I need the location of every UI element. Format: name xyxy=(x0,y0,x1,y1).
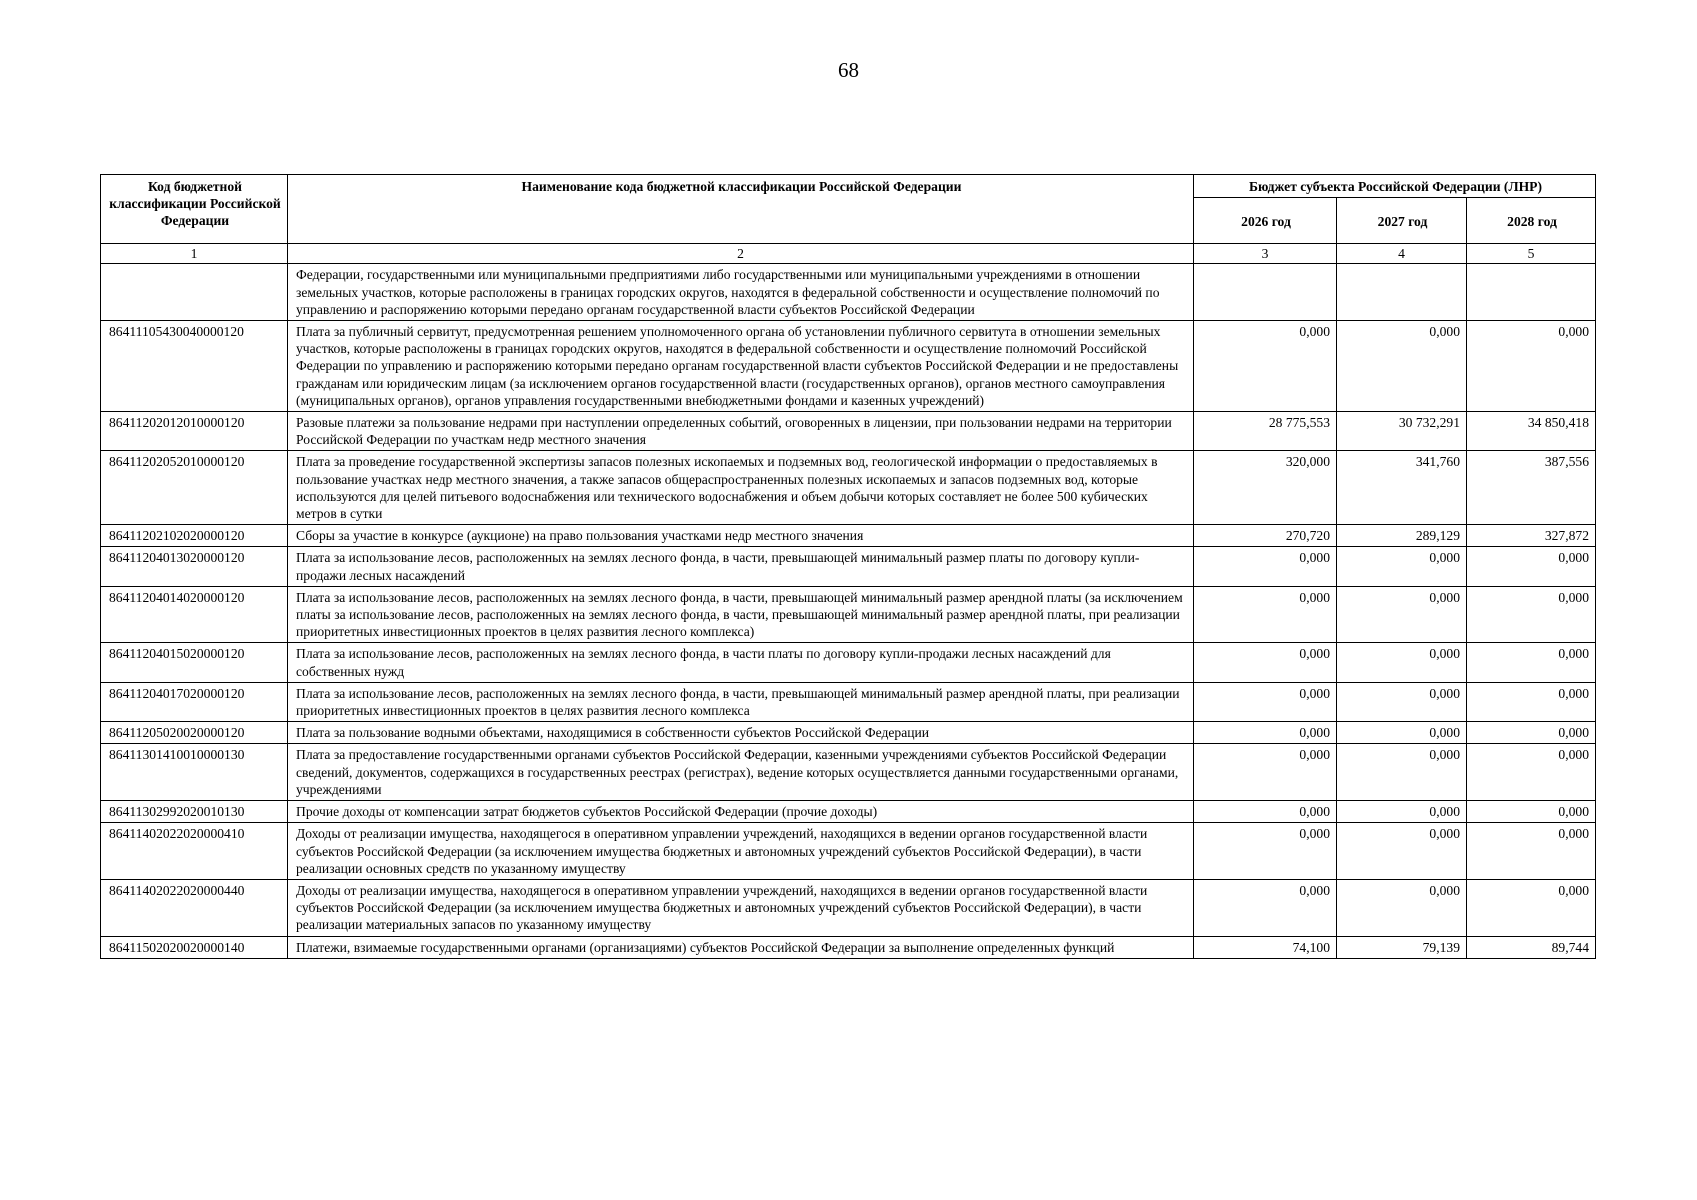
table-row xyxy=(101,936,1596,958)
budget-code-name: Разовые платежи за пользование недрами при наступлении определенных событий, оговоренных в лицензии, при пользовании недрами на территории Российской Федерации по участкам недр местного значения xyxy=(288,412,1194,451)
value-2028: 327,872 xyxy=(1467,525,1596,547)
value-2028: 0,000 xyxy=(1467,823,1596,880)
table-row xyxy=(101,321,1596,412)
value-2027: 0,000 xyxy=(1337,547,1467,586)
header-budget: Бюджет субъекта Российской Федерации (ЛНР) xyxy=(1194,175,1596,198)
value-2028: 0,000 xyxy=(1467,722,1596,744)
value-2027: 0,000 xyxy=(1337,682,1467,721)
value-2027: 0,000 xyxy=(1337,643,1467,682)
budget-code-name: Доходы от реализации имущества, находящегося в оперативном управлении учреждений, находящихся в ведении органов государственной власти субъектов Российской Федерации (за исключением имущества бюджетных и автономных учреждений субъектов Российской Федерации), в части реализации основных средств по указанному имуществу xyxy=(288,823,1194,880)
budget-code: 86411402022020000410 xyxy=(101,823,288,880)
budget-code: 86411204017020000120 xyxy=(101,682,288,721)
budget-code: 86411301410010000130 xyxy=(101,744,288,801)
table-row xyxy=(101,586,1596,643)
budget-code-name: Федерации, государственными или муниципальными предприятиями либо государственными или муниципальными учреждениями в отношении земельных участков, которые расположены в границах городских округов, находятся в федеральной собственности и осуществление полномочий по управлению и распоряжению которыми передано органам государственной власти субъектов Российской Федерации xyxy=(288,264,1194,321)
budget-code-name: Плата за использование лесов, расположенных на землях лесного фонда, в части, превышающей минимальный размер арендной платы, при реализации приоритетных инвестиционных проектов в целях развития лесного комплекса xyxy=(288,682,1194,721)
value-2026: 0,000 xyxy=(1194,823,1337,880)
budget-code-name: Плата за публичный сервитут, предусмотренная решением уполномоченного органа об установлении публичного сервитута в отношении земельных участков, которые расположены в границах городских округов, находятся в федеральной собственности и осуществление полномочий Российской Федерации по управлению и распоряжению которыми передано органам государственной власти субъектов Российской Федерации и не предоставлены гражданам или юридическим лицам (за исключением органов государственной власти (государственных органов), органов местного самоуправления (муниципальных органов), органов управления государственными внебюджетными фондами и казенных учреждений) xyxy=(288,321,1194,412)
value-2026: 0,000 xyxy=(1194,801,1337,823)
budget-code: 86411302992020010130 xyxy=(101,801,288,823)
header-year-2028: 2028 год xyxy=(1467,198,1596,244)
value-2026 xyxy=(1194,264,1337,321)
value-2026: 0,000 xyxy=(1194,722,1337,744)
value-2026: 270,720 xyxy=(1194,525,1337,547)
budget-code: 86411205020020000120 xyxy=(101,722,288,744)
budget-code xyxy=(101,264,288,321)
budget-table xyxy=(100,174,1596,959)
value-2027: 0,000 xyxy=(1337,744,1467,801)
table-row xyxy=(101,643,1596,682)
budget-code-name: Плата за использование лесов, расположенных на землях лесного фонда, в части, превышающей минимальный размер арендной платы (за исключением платы за использование лесов, расположенных на землях лесного фонда, в части, превышающей минимальный размер арендной платы, при реализации приоритетных инвестиционных проектов в целях развития лесного комплекса) xyxy=(288,586,1194,643)
budget-code-name: Плата за предоставление государственными органами субъектов Российской Федерации, казенными учреждениями субъектов Российской Федерации сведений, документов, содержащихся в государственных реестрах (регистрах), ведение которых осуществляется данными государственными органами, учреждениями xyxy=(288,744,1194,801)
value-2026: 0,000 xyxy=(1194,879,1337,936)
value-2026: 0,000 xyxy=(1194,643,1337,682)
value-2028: 0,000 xyxy=(1467,744,1596,801)
table-row xyxy=(101,547,1596,586)
table-row xyxy=(101,744,1596,801)
value-2028: 0,000 xyxy=(1467,321,1596,412)
budget-code-name: Плата за использование лесов, расположенных на землях лесного фонда, в части платы по договору купли-продажи лесных насаждений для собственных нужд xyxy=(288,643,1194,682)
value-2026: 0,000 xyxy=(1194,321,1337,412)
table-row xyxy=(101,525,1596,547)
value-2028: 0,000 xyxy=(1467,879,1596,936)
value-2027: 289,129 xyxy=(1337,525,1467,547)
header-year-2027: 2027 год xyxy=(1337,198,1467,244)
value-2028: 0,000 xyxy=(1467,586,1596,643)
value-2028: 0,000 xyxy=(1467,547,1596,586)
column-number: 3 xyxy=(1194,244,1337,264)
column-number: 1 xyxy=(101,244,288,264)
value-2027: 0,000 xyxy=(1337,823,1467,880)
page-number: 68 xyxy=(838,58,859,82)
value-2026: 0,000 xyxy=(1194,586,1337,643)
column-numbers-row xyxy=(101,244,1596,264)
header-name: Наименование кода бюджетной классификации Российской Федерации xyxy=(288,175,1194,244)
budget-code: 86411502020020000140 xyxy=(101,936,288,958)
value-2028: 0,000 xyxy=(1467,643,1596,682)
table-row xyxy=(101,412,1596,451)
budget-code: 86411105430040000120 xyxy=(101,321,288,412)
value-2026: 74,100 xyxy=(1194,936,1337,958)
value-2027: 0,000 xyxy=(1337,879,1467,936)
value-2027: 0,000 xyxy=(1337,722,1467,744)
table-header xyxy=(101,175,1596,264)
budget-code-name: Сборы за участие в конкурсе (аукционе) на право пользования участками недр местного значения xyxy=(288,525,1194,547)
value-2027: 0,000 xyxy=(1337,321,1467,412)
table-row xyxy=(101,264,1596,321)
value-2027 xyxy=(1337,264,1467,321)
table-row xyxy=(101,879,1596,936)
budget-code-name: Прочие доходы от компенсации затрат бюджетов субъектов Российской Федерации (прочие доходы) xyxy=(288,801,1194,823)
budget-code-name: Плата за использование лесов, расположенных на землях лесного фонда, в части, превышающей минимальный размер платы по договору купли-продажи лесных насаждений xyxy=(288,547,1194,586)
table-body xyxy=(101,264,1596,958)
budget-code: 86411202012010000120 xyxy=(101,412,288,451)
budget-code: 86411402022020000440 xyxy=(101,879,288,936)
budget-code: 86411202052010000120 xyxy=(101,451,288,525)
header-year-2026: 2026 год xyxy=(1194,198,1337,244)
budget-code: 86411204015020000120 xyxy=(101,643,288,682)
column-number: 2 xyxy=(288,244,1194,264)
value-2027: 0,000 xyxy=(1337,801,1467,823)
value-2026: 0,000 xyxy=(1194,547,1337,586)
budget-code-name: Плата за пользование водными объектами, находящимися в собственности субъектов Российской Федерации xyxy=(288,722,1194,744)
column-number: 5 xyxy=(1467,244,1596,264)
value-2028: 89,744 xyxy=(1467,936,1596,958)
value-2028 xyxy=(1467,264,1596,321)
value-2027: 0,000 xyxy=(1337,586,1467,643)
budget-code-name: Плата за проведение государственной экспертизы запасов полезных ископаемых и подземных вод, геологической информации о предоставляемых в пользование участках недр местного значения, а также запасов общераспространенных полезных ископаемых и запасов подземных вод, которые используются для целей питьевого водоснабжения или технического водоснабжения и объем добычи которых составляет не более 500 кубических метров в сутки xyxy=(288,451,1194,525)
budget-code: 86411202102020000120 xyxy=(101,525,288,547)
value-2027: 30 732,291 xyxy=(1337,412,1467,451)
budget-code-name: Платежи, взимаемые государственными органами (организациями) субъектов Российской Федерации за выполнение определенных функций xyxy=(288,936,1194,958)
budget-code-name: Доходы от реализации имущества, находящегося в оперативном управлении учреждений, находящихся в ведении органов государственной власти субъектов Российской Федерации (за исключением имущества бюджетных и автономных учреждений субъектов Российской Федерации), в части реализации материальных запасов по указанному имуществу xyxy=(288,879,1194,936)
table-row xyxy=(101,823,1596,880)
value-2027: 79,139 xyxy=(1337,936,1467,958)
header-code: Код бюджетной классификации Российской Федерации xyxy=(101,175,288,244)
table-row xyxy=(101,451,1596,525)
table-row xyxy=(101,722,1596,744)
value-2028: 387,556 xyxy=(1467,451,1596,525)
value-2026: 0,000 xyxy=(1194,744,1337,801)
table-row xyxy=(101,682,1596,721)
budget-code: 86411204014020000120 xyxy=(101,586,288,643)
value-2028: 34 850,418 xyxy=(1467,412,1596,451)
column-number: 4 xyxy=(1337,244,1467,264)
value-2026: 28 775,553 xyxy=(1194,412,1337,451)
budget-code: 86411204013020000120 xyxy=(101,547,288,586)
value-2028: 0,000 xyxy=(1467,682,1596,721)
value-2027: 341,760 xyxy=(1337,451,1467,525)
value-2026: 0,000 xyxy=(1194,682,1337,721)
value-2026: 320,000 xyxy=(1194,451,1337,525)
value-2028: 0,000 xyxy=(1467,801,1596,823)
table-row xyxy=(101,801,1596,823)
